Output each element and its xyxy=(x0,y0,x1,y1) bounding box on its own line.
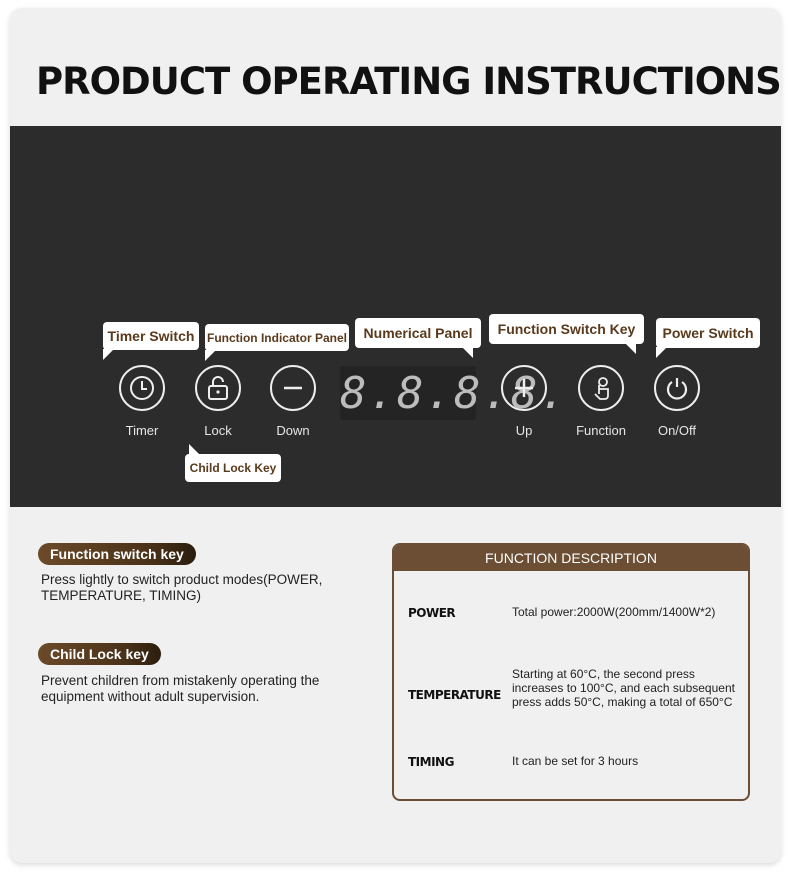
callout-numerical-panel-label: Numerical Panel xyxy=(363,325,473,341)
function-switch-key-heading: Function switch key xyxy=(38,543,196,565)
callout-power-switch xyxy=(656,318,760,348)
timer-key[interactable] xyxy=(119,365,165,411)
clock-icon xyxy=(128,374,156,402)
timer-key-label: Timer xyxy=(125,423,159,438)
down-key-label: Down xyxy=(276,423,310,438)
child-lock-key-description: Prevent children from mistakenly operating the equipment without adult supervision. xyxy=(41,673,320,704)
power-key-label: On/Off xyxy=(657,423,697,438)
callout-power-switch-label: Power Switch xyxy=(662,325,754,341)
lock-key[interactable] xyxy=(195,365,241,411)
table-row-value: It can be set for 3 hours xyxy=(512,754,639,768)
display-digit: 8. xyxy=(510,367,568,419)
callout-pointer xyxy=(189,444,200,455)
table-row-value: Starting at 60°C, the second press increases to 100°C, and each subsequent press adds 50°C, making a total of 650°C xyxy=(512,667,735,709)
table-row-label: TIMING xyxy=(408,755,454,769)
callout-pointer xyxy=(656,347,667,358)
power-icon xyxy=(663,374,691,402)
callout-pointer xyxy=(103,349,114,360)
down-key[interactable] xyxy=(270,365,316,411)
hand-tap-icon xyxy=(587,374,615,402)
minus-icon xyxy=(279,374,307,402)
callout-pointer xyxy=(205,350,216,361)
callout-child-lock-key-label: Child Lock Key xyxy=(189,461,277,475)
function-key-label: Function xyxy=(576,423,626,438)
callout-timer-switch-label: Timer Switch xyxy=(107,328,195,344)
callout-timer-switch xyxy=(103,322,199,350)
lock-icon xyxy=(205,374,231,402)
table-row-label: TEMPERATURE xyxy=(408,688,501,702)
callout-function-indicator-panel-label: Function Indicator Panel xyxy=(206,330,347,345)
plus-icon xyxy=(510,374,538,402)
function-description-table xyxy=(392,543,750,801)
display-digit: 8. xyxy=(396,367,454,419)
up-key-label: Up xyxy=(515,423,533,438)
callout-child-lock-key xyxy=(185,454,281,482)
up-key[interactable] xyxy=(501,365,547,411)
instruction-card xyxy=(10,8,781,863)
function-key[interactable] xyxy=(578,365,624,411)
callout-function-switch-key xyxy=(489,314,644,344)
page-title: PRODUCT OPERATING INSTRUCTIONS xyxy=(36,60,781,103)
display-digit: 8. xyxy=(340,367,397,419)
display-digit: 8. xyxy=(453,367,511,419)
table-row-label: POWER xyxy=(408,606,456,620)
control-panel xyxy=(10,126,781,507)
callout-numerical-panel xyxy=(355,318,481,348)
callout-pointer xyxy=(462,347,473,358)
callout-pointer xyxy=(625,343,636,354)
child-lock-key-heading: Child Lock key xyxy=(38,643,161,665)
power-key[interactable] xyxy=(654,365,700,411)
numeric-display xyxy=(340,366,568,420)
table-row-value: Total power:2000W(200mm/1400W*2) xyxy=(512,605,716,619)
callout-function-indicator-panel xyxy=(205,324,349,351)
callout-function-switch-key-label: Function Switch Key xyxy=(497,321,636,337)
function-switch-key-description: Press lightly to switch product modes(POWER, TEMPERATURE, TIMING) xyxy=(41,572,323,603)
lock-key-label: Lock xyxy=(204,423,232,438)
function-table-header: FUNCTION DESCRIPTION xyxy=(394,545,748,571)
